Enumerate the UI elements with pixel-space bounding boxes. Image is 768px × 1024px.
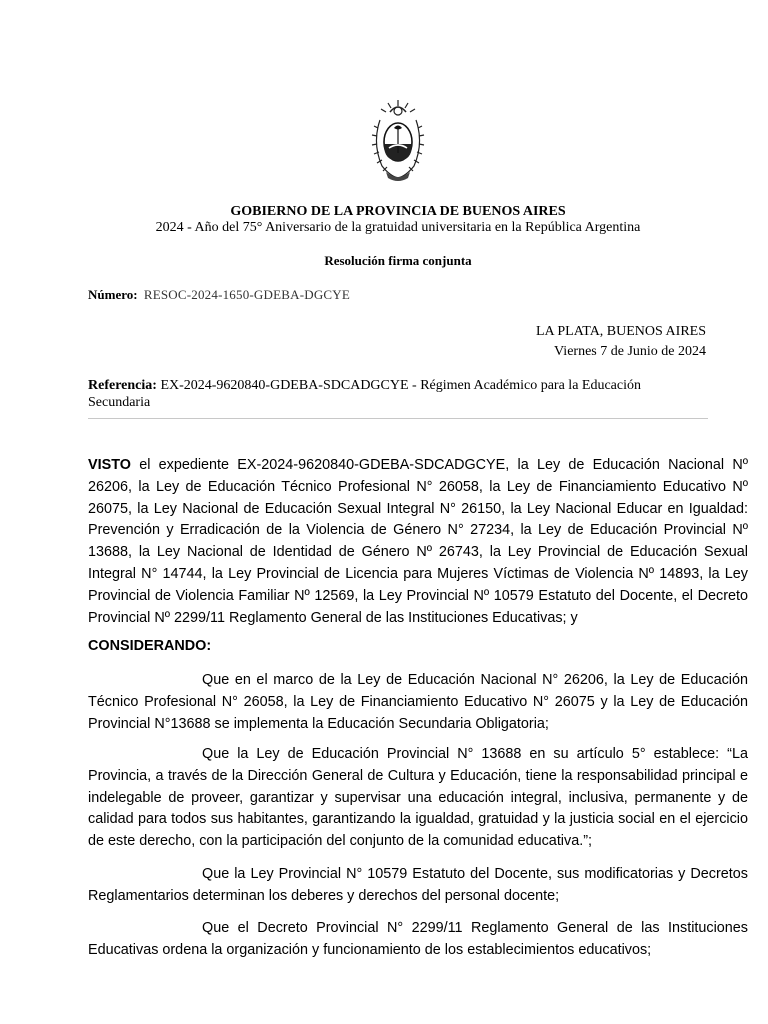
number-value: RESOC-2024-1650-GDEBA-DGCYE [143,287,351,302]
document-type: Resolución firma conjunta [324,253,472,268]
reference-label: Referencia: [88,378,157,393]
visto-text: el expediente EX-2024-9620840-GDEBA-SDCADGCYE, la Ley de Educación Nacional Nº 26206, la Ley de Educación Técnico Profesional N° 26058, la Ley de Financiamiento Educativo Nº 26075, la Ley Nacional de Educación Sexual Integral N° 26150, la Ley Nacional Educar en Igualdad: Prevención y Erradicación de la Violencia de Género N° 27234, la Ley de Educación Provincial Nº 13688, la Ley Nacional de Identidad de Género Nº 26743, la Ley Provincial de Educación Sexual Integral N° 14744, la Ley Provincial de Licencia para Mujeres Víctimas de Violencia Nº 14893, la Ley Provincial de Violencia Familiar Nº 12569, la Ley Provincial Nº 10579 Estatuto del Docente, el Decreto Provincial Nº 2299/11 Reglamento General de las Instituciones Educativas; y [88,457,749,626]
visto-paragraph [88,455,748,629]
document-number [88,287,350,303]
document-date: Viernes 7 de Junio de 2024 [554,344,706,359]
government-title: GOBIERNO DE LA PROVINCIA DE BUENOS AIRES [230,204,566,219]
number-label: Número: [88,287,138,302]
year-motto: 2024 - Año del 75° Aniversario de la gratuidad universitaria en la República Argentina [155,220,641,235]
document-reference [88,377,688,411]
considerando-paragraph-4: Que el Decreto Provincial N° 2299/11 Reglamento General de las Instituciones Educativas ordena la organización y funcionamiento de los establecimientos educativos; [88,920,748,958]
considerando-paragraph-2: Que la Ley de Educación Provincial N° 13688 en su artículo 5° establece: “La Provincia, a través de la Dirección General de Cultura y Educación, tiene la responsabilidad principal e indelegable de proveer, garantizar y supervisar una educación integral, inclusiva, permanente y de calidad para todos sus habitantes, garantizando la igualdad, gratuidad y la justicia social en el ejercicio de este derecho, con la participación del conjunto de la comunidad educativa.”; [88,746,748,850]
considerando-paragraph-1: Que en el marco de la Ley de Educación Nacional N° 26206, la Ley de Educación Técnico Profesional N° 26058, la Ley de Financiamiento Educativo N° 26075 y la Ley de Educación Provincial N°13688 se implementa la Educación Secundaria Obligatoria; [88,672,748,732]
argentine-coat-of-arms-icon [368,98,428,184]
reference-value: EX-2024-9620840-GDEBA-SDCADGCYE - Régimen Académico para la Educación Secundaria [88,378,641,410]
visto-label: VISTO [88,457,131,473]
header-divider [88,418,708,419]
document-place: LA PLATA, BUENOS AIRES [535,324,706,339]
considerando-paragraph-3: Que la Ley Provincial N° 10579 Estatuto del Docente, sus modificatorias y Decretos Reglamentarios determinan los deberes y derechos del personal docente; [88,866,748,904]
considerando-heading: CONSIDERANDO: [88,638,212,654]
